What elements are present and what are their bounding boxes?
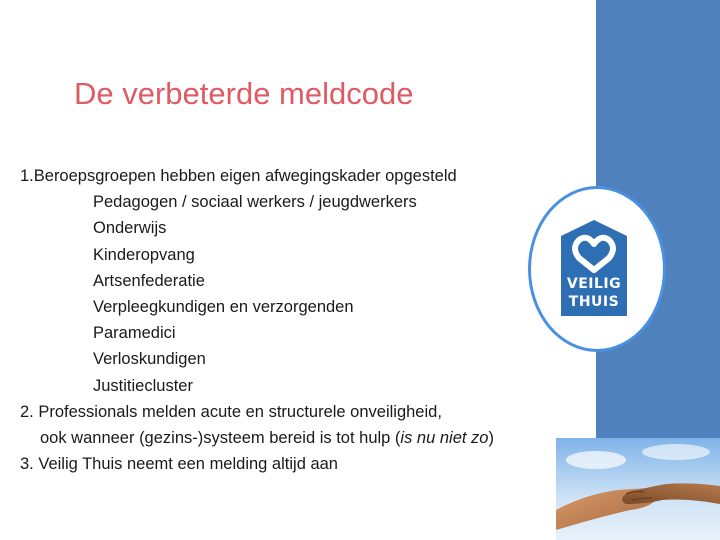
list-item-text: ook wanneer (gezins-)systeem bereid is tot hulp (	[40, 428, 401, 447]
list-item: 3. Veilig Thuis neemt een melding altijd aan	[20, 455, 338, 474]
list-item: Verloskundigen	[93, 350, 206, 369]
list-item-tail: )	[488, 428, 494, 447]
list-item: 1.Beroepsgroepen hebben eigen afwegingskader opgesteld	[20, 167, 457, 185]
handshake-photo	[556, 438, 720, 540]
list-item-italic: is nu niet zo	[400, 428, 489, 447]
list-item: Kinderopvang	[93, 245, 195, 264]
list-item: Verpleegkundigen en verzorgenden	[93, 297, 354, 316]
slide-title: De verbeterde meldcode	[74, 76, 414, 111]
slide-body	[20, 163, 580, 477]
handshake-image	[556, 438, 720, 540]
veilig-thuis-logo	[557, 218, 631, 318]
list-item: 2. Professionals melden acute en structurele onveiligheid,	[20, 402, 442, 421]
list-item: Paramedici	[93, 324, 176, 343]
list-item: Onderwijs	[93, 219, 167, 238]
list-item: Justitiecluster	[93, 376, 193, 395]
list-item	[20, 425, 580, 451]
logo-text-veilig: VEILIG	[566, 276, 622, 292]
list-item: Pedagogen / sociaal werkers / jeugdwerkers	[93, 193, 417, 212]
logo-text-thuis: THUIS	[568, 294, 620, 310]
list-item: Artsenfederatie	[93, 271, 205, 290]
